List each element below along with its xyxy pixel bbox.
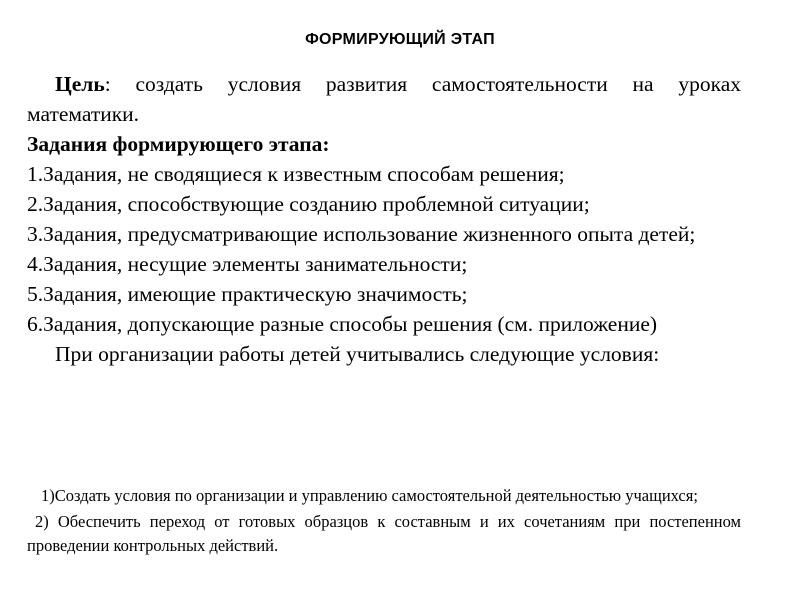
condition-item: 1)Создать условия по организации и управлению самостоятельной деятельностью учащихся; — [41, 486, 698, 505]
main-text — [27, 69, 741, 369]
goal-text: : создать условия развития самостоятельности на уроках математики. — [27, 72, 741, 126]
goal-paragraph — [27, 69, 741, 129]
task-item: 6.Задания, допускающие разные способы решения (см. приложение) — [27, 312, 658, 336]
condition-item: 2) Обеспечить переход от готовых образцов к составным и их сочетаниям при постепенном проведении контрольных действий. — [27, 512, 741, 555]
goal-label: Цель — [55, 72, 105, 96]
tasks-heading: Задания формирующего этапа: — [27, 132, 330, 156]
conditions-list — [27, 484, 741, 558]
page-title: ФОРМИРУЮЩИЙ ЭТАП — [305, 31, 495, 48]
task-item: 5.Задания, имеющие практическую значимость; — [27, 282, 468, 306]
task-item: 1.Задания, не сводящиеся к известным способам решения; — [27, 162, 565, 186]
task-item: 2.Задания, способствующие созданию проблемной ситуации; — [27, 192, 590, 216]
conditions-intro: При организации работы детей учитывались следующие условия: — [55, 342, 660, 366]
task-item: 3.Задания, предусматривающие использование жизненного опыта детей; — [27, 222, 696, 246]
task-item: 4.Задания, несущие элементы занимательности; — [27, 252, 468, 276]
